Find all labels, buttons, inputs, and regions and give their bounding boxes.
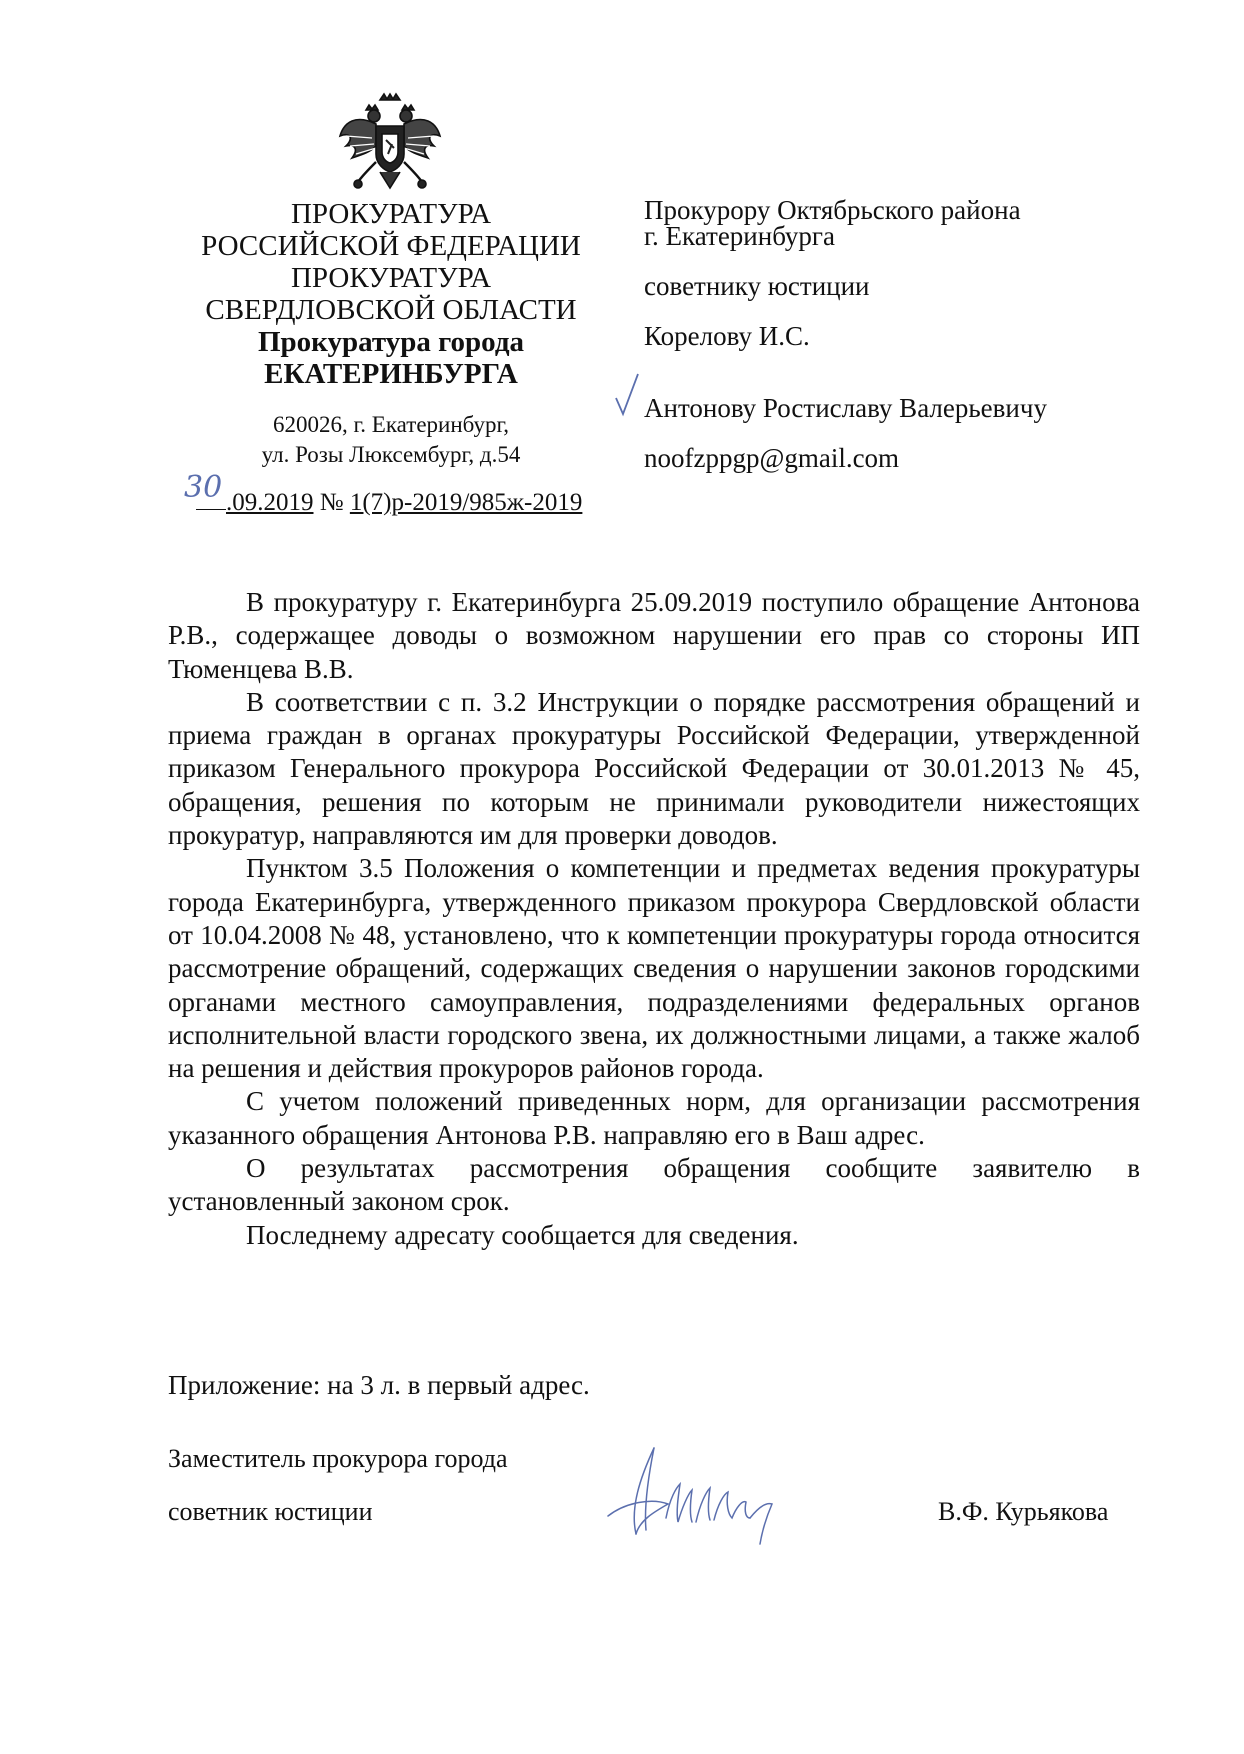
second-addressee: Антонову Ростиславу Валерьевичу bbox=[644, 393, 1047, 423]
address-line: 620026, г. Екатеринбург, bbox=[272, 412, 510, 437]
organization-name bbox=[196, 198, 586, 390]
registration-line bbox=[184, 470, 606, 518]
paragraph: В прокуратуру г. Екатеринбурга 25.09.2019 поступило обращение Антонова Р.В., содержащее доводы о возможном нарушении его прав со стороны ИП Тюменцева В.В. bbox=[168, 587, 1140, 684]
addressee-email: noofzppgp@gmail.com bbox=[644, 443, 900, 473]
org-line: РОССИЙСКОЙ ФЕДЕРАЦИИ bbox=[201, 230, 581, 262]
addressee-name: Корелову И.С. bbox=[644, 321, 810, 351]
letter-body bbox=[168, 586, 1140, 1252]
address-line: ул. Розы Люксембург, д.54 bbox=[261, 442, 521, 467]
signer-name: В.Ф. Курьякова bbox=[938, 1497, 1109, 1526]
handwritten-signature bbox=[596, 1438, 796, 1548]
registration-number: 1(7)р-2019/985ж-2019 bbox=[349, 489, 583, 516]
paragraph: Последнему адресату сообщается для сведения. bbox=[246, 1219, 799, 1250]
attachment-note: Приложение: на 3 л. в первый адрес. bbox=[168, 1370, 590, 1400]
org-line: ПРОКУРАТУРА bbox=[290, 262, 492, 294]
date-text: .09.2019 bbox=[226, 489, 314, 516]
org-line: ПРОКУРАТУРА bbox=[290, 198, 492, 230]
paragraph: О результатах рассмотрения обращения сообщите заявителю в установленный законом срок. bbox=[168, 1153, 1140, 1217]
paragraph: Пунктом 3.5 Положения о компетенции и предметах ведения прокуратуры города Екатеринбурга, утвержденного приказом прокурора Свердловской области от 10.04.2008 № 48, установлено, что к компетенции прокуратуры города относится рассмотрение обращений, содержащих сведения о нарушении законов городскими органами местного самоуправления, подразделениями федеральных органов исполнительной власти городского звена, их должностными лицами, а также жалоб на решения и действия прокуроров районов города. bbox=[168, 853, 1140, 1084]
org-line: СВЕРДЛОВСКОЙ ОБЛАСТИ bbox=[205, 294, 577, 326]
handwritten-day: 30 bbox=[184, 470, 223, 505]
paragraph: В соответствии с п. 3.2 Инструкции о порядке рассмотрения обращений и приема граждан в органах прокуратуры Российской Федерации, утвержденной приказом Генерального прокурора Российской Федерации от 30.01.2013 № 45, обращения, решения по которым не принимали руководители нижестоящих прокуратур, направляются им для проверки доводов. bbox=[168, 686, 1140, 851]
checkmark-icon bbox=[614, 372, 640, 418]
emblem-icon bbox=[336, 92, 444, 196]
addressee-line1: Прокурору Октябрьского района bbox=[644, 195, 1021, 225]
addressee-rank: советнику юстиции bbox=[644, 271, 870, 301]
signer-position: Заместитель прокурора города bbox=[168, 1444, 508, 1473]
number-sign: № bbox=[319, 489, 344, 516]
city-office-line: Прокуратура города bbox=[257, 326, 524, 358]
addressee-line2: г. Екатеринбурга bbox=[644, 221, 835, 251]
signer-rank: советник юстиции bbox=[168, 1497, 373, 1526]
paragraph: С учетом положений приведенных норм, для организации рассмотрения указанного обращения Антонова Р.В. направляю его в Ваш адрес. bbox=[168, 1086, 1140, 1150]
city-office-line: ЕКАТЕРИНБУРГА bbox=[264, 358, 518, 390]
org-address bbox=[196, 410, 586, 470]
